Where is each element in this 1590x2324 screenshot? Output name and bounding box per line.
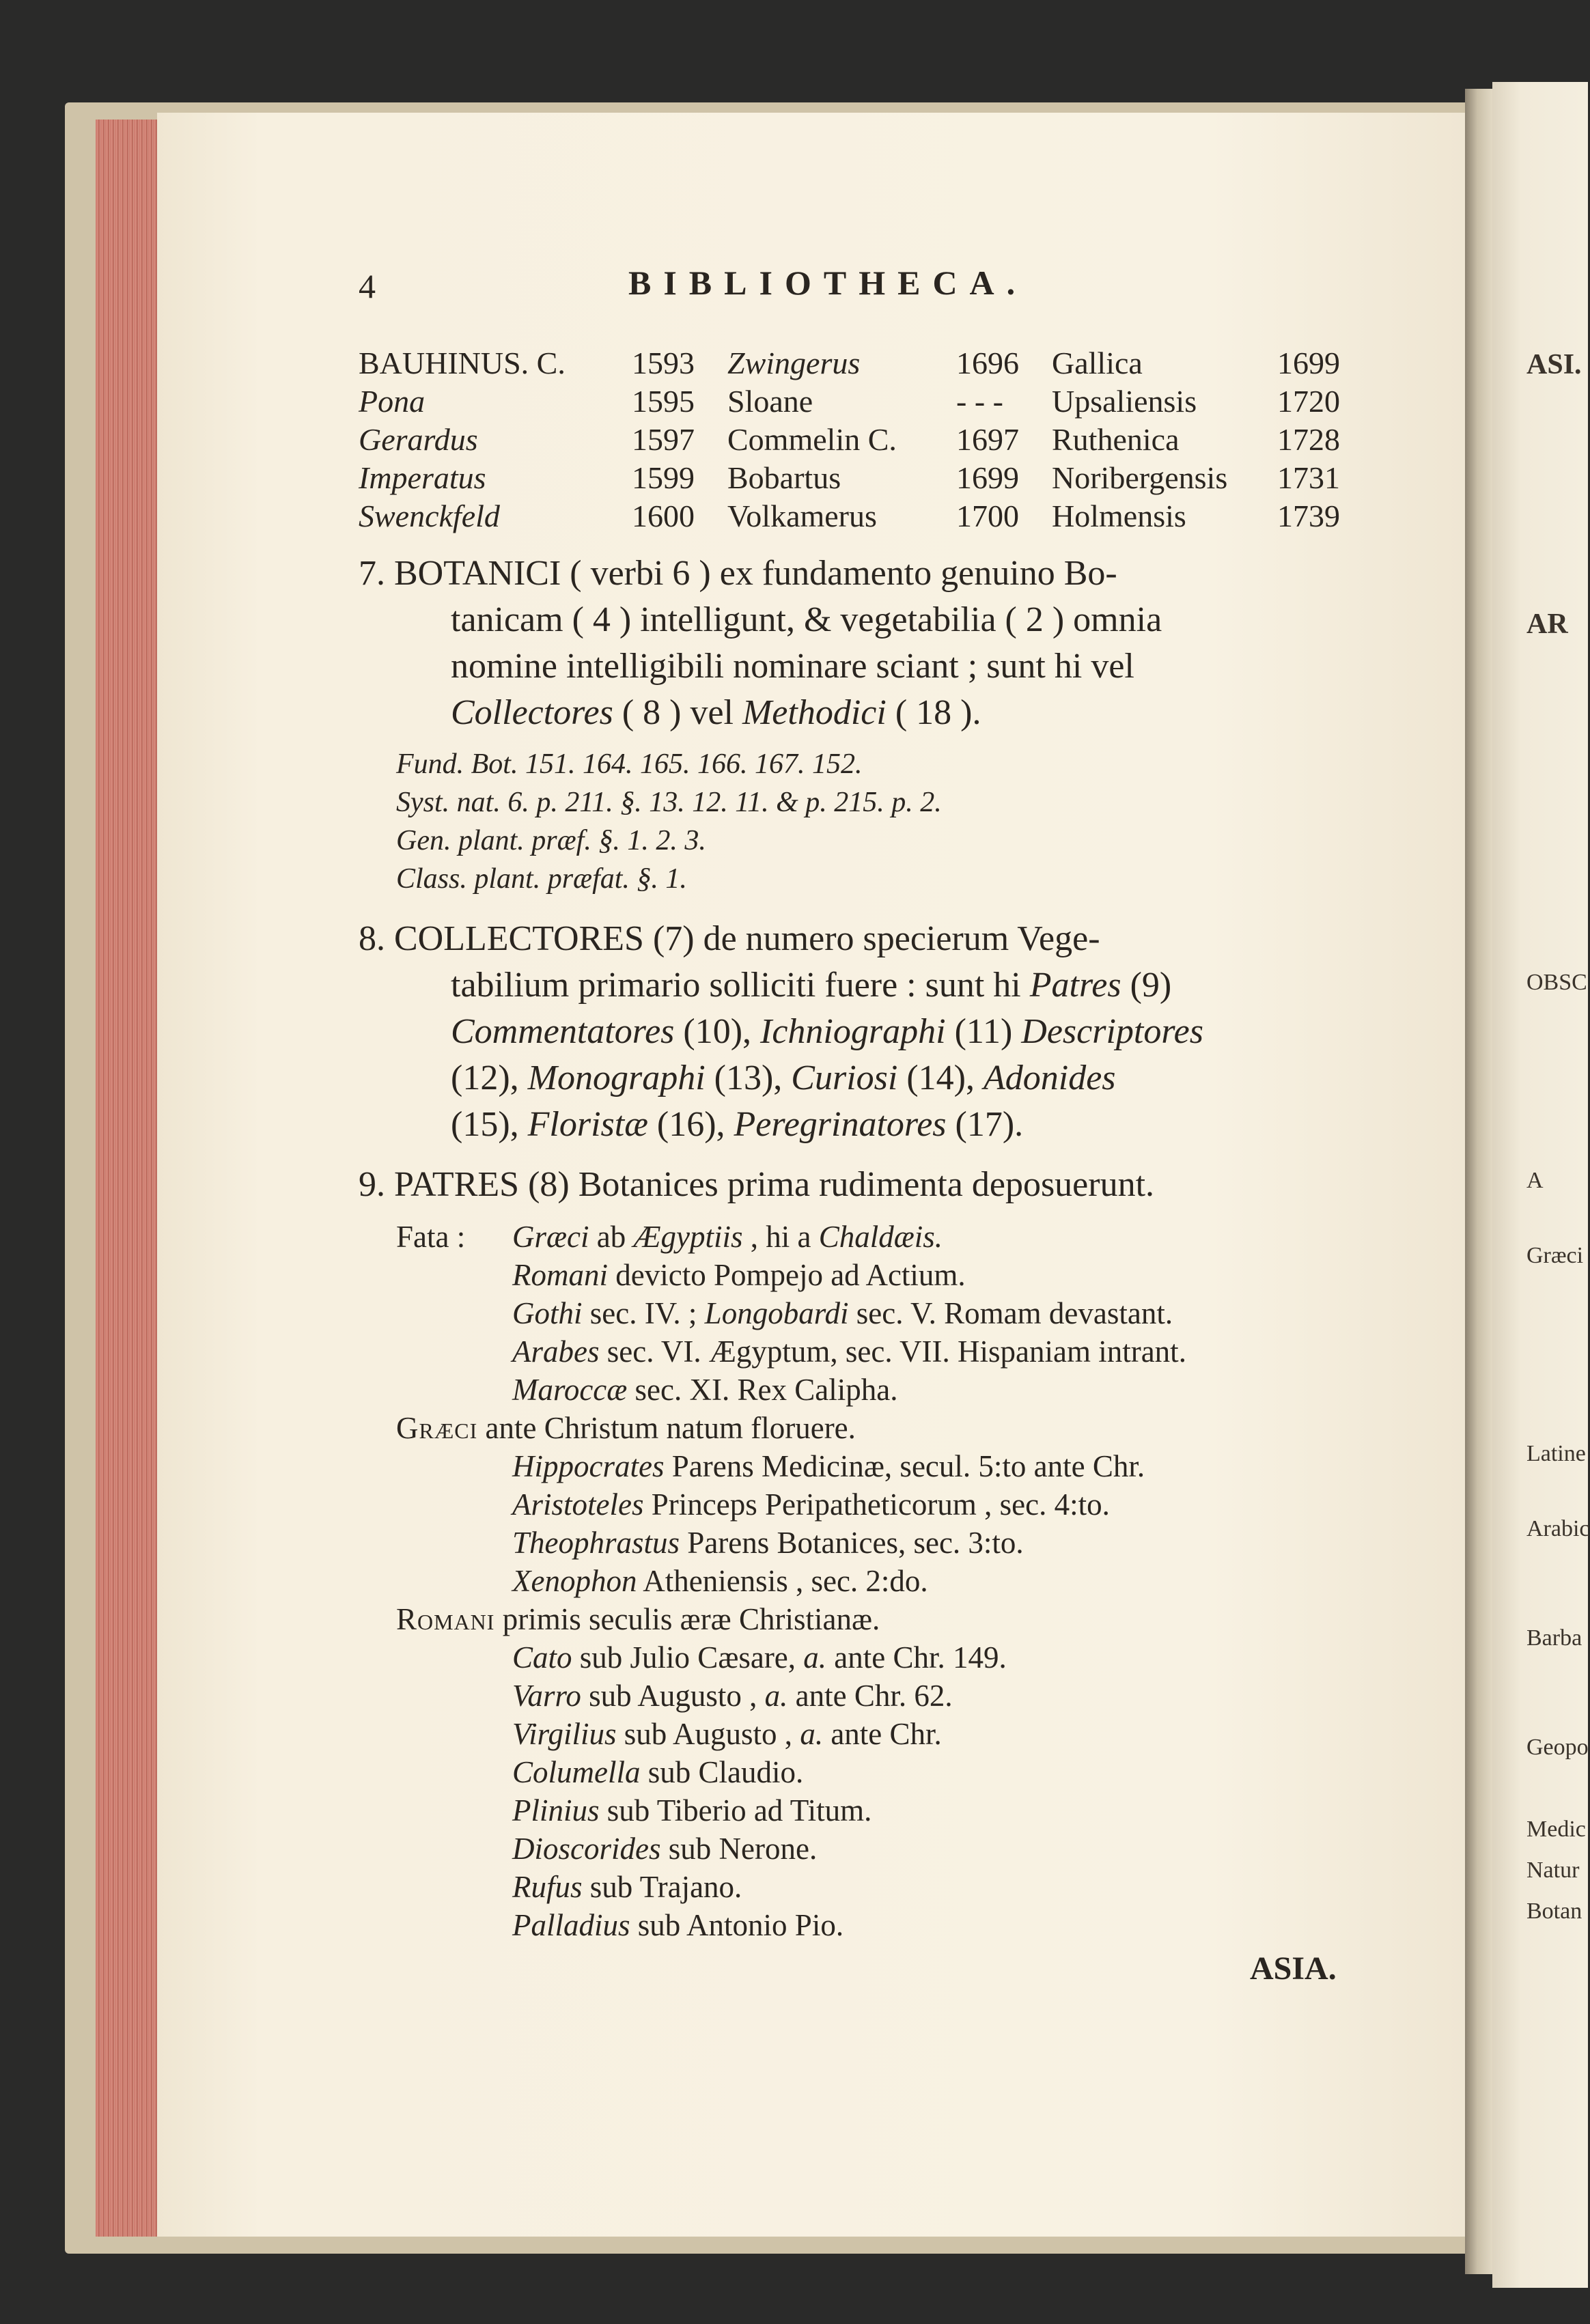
text-line: nomine intelligibili nominare sciant ; sunt hi vel: [451, 647, 1134, 686]
fata-label: Fata :: [396, 1220, 466, 1254]
italic-term: Patres: [1029, 966, 1121, 1005]
table-cell: Ruthenica: [1052, 422, 1180, 457]
text-fragment: sub Augusto ,: [581, 1679, 765, 1713]
graeci-heading: [396, 1410, 856, 1446]
table-cell: Zwingerus: [727, 346, 861, 380]
text-fragment: ante Chr. 149.: [826, 1640, 1007, 1675]
text-fragment: (14),: [897, 1059, 984, 1097]
text-fragment: sub Antonio Pio.: [630, 1908, 844, 1942]
text-line: [451, 965, 1171, 1005]
romani-line: [512, 1793, 871, 1828]
table-cell: Upsaliensis: [1052, 384, 1197, 419]
fata-line: [512, 1334, 1186, 1369]
fata-line: [512, 1372, 897, 1408]
table-year: 1595: [632, 384, 695, 419]
table-year: 1600: [632, 499, 695, 533]
text-fragment: sub Nerone.: [660, 1832, 818, 1866]
facing-line: Latine: [1526, 1441, 1586, 1466]
table-year: 1597: [632, 422, 695, 457]
graeci-line: [512, 1563, 928, 1599]
text-fragment: sec. IV. ;: [582, 1296, 705, 1330]
fata-line: [512, 1257, 966, 1293]
text-fragment: (12),: [451, 1059, 528, 1097]
page-number: 4: [359, 267, 376, 305]
book-gutter: [1465, 89, 1496, 2274]
page-edges: [96, 120, 164, 2237]
romani-line: [512, 1640, 1007, 1675]
text-fragment: tabilium primario solliciti fuere : sunt hi: [451, 966, 1030, 1005]
text-fragment: sub Tiberio ad Titum.: [599, 1793, 872, 1828]
table-year: 1599: [632, 460, 695, 495]
table-year: 1593: [632, 346, 695, 380]
italic-term: Cato: [512, 1640, 572, 1675]
italic-term: Plinius: [512, 1793, 600, 1828]
facing-page: [1492, 82, 1588, 2288]
table-year: 1700: [956, 499, 1019, 533]
table-year: 1699: [956, 460, 1019, 495]
italic-term: Hippocrates: [512, 1449, 665, 1483]
table-year: 1739: [1277, 499, 1340, 533]
italic-term: Græci: [512, 1220, 589, 1254]
text-line: [451, 1104, 1023, 1145]
text-fragment: sub Julio Cæsare,: [572, 1640, 804, 1675]
facing-line: Botan: [1526, 1899, 1582, 1924]
italic-term: Ichniographi: [760, 1012, 946, 1051]
facing-line: Arabic: [1526, 1516, 1590, 1541]
italic-term: Adonides: [983, 1059, 1116, 1097]
text-fragment: sec. VI. Ægyptum, sec. VII. Hispaniam intrant.: [599, 1334, 1186, 1369]
facing-line: Medic: [1526, 1817, 1586, 1842]
text-fragment: (13),: [705, 1059, 792, 1097]
text-fragment: primis seculis æræ Christianæ.: [494, 1602, 880, 1636]
text-fragment: (10),: [674, 1012, 761, 1051]
text-fragment: sec. XI. Rex Calipha.: [627, 1373, 898, 1407]
table-cell: Imperatus: [359, 460, 486, 495]
table-cell: Holmensis: [1052, 499, 1186, 533]
romani-line: [512, 1831, 817, 1866]
table-year: 1697: [956, 422, 1019, 457]
italic-term: Dioscorides: [512, 1832, 661, 1866]
text-fragment: (15),: [451, 1105, 528, 1144]
facing-line: AR: [1526, 608, 1568, 640]
facing-line: OBSC: [1526, 970, 1587, 995]
facing-line: ASI.: [1526, 349, 1582, 380]
fata-line: [512, 1219, 943, 1255]
text-line: [451, 1058, 1116, 1098]
text-fragment: (9): [1121, 966, 1172, 1005]
text-fragment: (17).: [946, 1105, 1024, 1144]
italic-term: Commentatores: [451, 1012, 675, 1051]
romani-line: [512, 1678, 953, 1713]
text-fragment: sub Augusto ,: [616, 1717, 800, 1751]
facing-line: Geopo: [1526, 1735, 1589, 1760]
text-fragment: Atheniensis , sec. 2:do.: [637, 1564, 928, 1598]
reference-line: Syst. nat. 6. p. 211. §. 13. 12. 11. & p. 215. p. 2.: [396, 787, 942, 818]
table-cell: Gerardus: [359, 422, 478, 457]
table-cell: Swenckfeld: [359, 499, 500, 533]
italic-term: Chaldæis.: [818, 1220, 943, 1254]
text-fragment: ( 8 ) vel: [613, 693, 742, 732]
fata-line: [512, 1296, 1173, 1331]
table-year: 1731: [1277, 460, 1340, 495]
small-caps-term: Græci: [396, 1411, 478, 1445]
italic-term: Rufus: [512, 1870, 583, 1904]
romani-line: [512, 1716, 942, 1752]
italic-term: Ægyptiis: [633, 1220, 743, 1254]
reference-line: Class. plant. præfat. §. 1.: [396, 863, 687, 895]
text-fragment: sub Claudio.: [640, 1755, 804, 1789]
italic-term: Curiosi: [791, 1059, 898, 1097]
text-line: [451, 692, 981, 733]
text-fragment: (11): [945, 1012, 1022, 1051]
italic-term: Floristæ: [527, 1105, 648, 1144]
text-fragment: Princeps Peripatheticorum , sec. 4:to.: [643, 1487, 1110, 1522]
text-fragment: sec. V. Romam devastant.: [848, 1296, 1173, 1330]
italic-term: Aristoteles: [512, 1487, 644, 1522]
italic-term: Varro: [512, 1679, 581, 1713]
italic-term: a.: [800, 1717, 824, 1751]
catchword: ASIA.: [1250, 1950, 1337, 1987]
small-caps-term: Romani: [396, 1602, 495, 1636]
table-year: 1720: [1277, 384, 1340, 419]
italic-term: Collectores: [451, 693, 613, 732]
table-cell: Gallica: [1052, 346, 1143, 380]
reference-line: Gen. plant. præf. §. 1. 2. 3.: [396, 825, 706, 856]
italic-term: Longobardi: [704, 1296, 849, 1330]
italic-term: Palladius: [512, 1908, 630, 1942]
table-cell: Bobartus: [727, 460, 841, 495]
graeci-line: [512, 1525, 1024, 1560]
graeci-line: [512, 1487, 1110, 1522]
text-fragment: devicto Pompejo ad Actium.: [608, 1258, 966, 1292]
table-cell: BAUHINUS. C.: [359, 346, 566, 380]
italic-term: Methodici: [742, 693, 887, 732]
graeci-line: [512, 1448, 1145, 1484]
text-line: 9. PATRES (8) Botanices prima rudimenta deposuerunt.: [359, 1165, 1155, 1204]
text-fragment: ( 18 ).: [886, 693, 981, 732]
text-fragment: ab: [589, 1220, 634, 1254]
text-line: [451, 1011, 1203, 1052]
italic-term: Gothi: [512, 1296, 583, 1330]
text-line: tanicam ( 4 ) intelligunt, & vegetabilia ( 2 ) omnia: [451, 600, 1162, 639]
table-cell: Noribergensis: [1052, 460, 1228, 495]
italic-term: Peregrinatores: [734, 1105, 947, 1144]
italic-term: Romani: [512, 1258, 608, 1292]
romani-line: [512, 1754, 803, 1790]
text-fragment: (16),: [647, 1105, 734, 1144]
running-head: BIBLIOTHECA.: [628, 264, 1028, 302]
text-fragment: Parens Medicinæ, secul. 5:to ante Chr.: [664, 1449, 1145, 1483]
table-cell: Sloane: [727, 384, 813, 419]
table-year: 1728: [1277, 422, 1340, 457]
text-line: 7. BOTANICI ( verbi 6 ) ex fundamento genuino Bo-: [359, 554, 1117, 593]
italic-term: Theophrastus: [512, 1526, 680, 1560]
text-fragment: , hi a: [742, 1220, 819, 1254]
text-fragment: ante Christum natum floruere.: [477, 1411, 856, 1445]
text-fragment: sub Trajano.: [582, 1870, 742, 1904]
table-year: 1696: [956, 346, 1019, 380]
text-line: 8. COLLECTORES (7) de numero specierum Vege-: [359, 919, 1100, 958]
romani-line: [512, 1869, 742, 1905]
italic-term: a.: [803, 1640, 827, 1675]
table-cell: Commelin C.: [727, 422, 897, 457]
table-year: - - -: [956, 384, 1003, 419]
italic-term: Xenophon: [512, 1564, 637, 1598]
facing-line: A: [1526, 1168, 1544, 1193]
italic-term: a.: [764, 1679, 788, 1713]
table-cell: Volkamerus: [727, 499, 877, 533]
romani-line: [512, 1907, 843, 1943]
table-year: 1699: [1277, 346, 1340, 380]
reference-line: Fund. Bot. 151. 164. 165. 166. 167. 152.: [396, 748, 863, 780]
italic-term: Arabes: [512, 1334, 600, 1369]
italic-term: Maroccæ: [512, 1373, 628, 1407]
facing-line: Natur: [1526, 1858, 1580, 1883]
table-cell: Pona: [359, 384, 426, 419]
facing-line: Græci: [1526, 1243, 1584, 1268]
italic-term: Virgilius: [512, 1717, 617, 1751]
text-fragment: ante Chr. 62.: [787, 1679, 953, 1713]
facing-line: Barba: [1526, 1625, 1582, 1651]
romani-heading: [396, 1601, 880, 1637]
text-fragment: ante Chr.: [823, 1717, 942, 1751]
italic-term: Columella: [512, 1755, 641, 1789]
italic-term: Monographi: [527, 1059, 706, 1097]
italic-term: Descriptores: [1021, 1012, 1203, 1051]
text-fragment: Parens Botanices, sec. 3:to.: [680, 1526, 1024, 1560]
